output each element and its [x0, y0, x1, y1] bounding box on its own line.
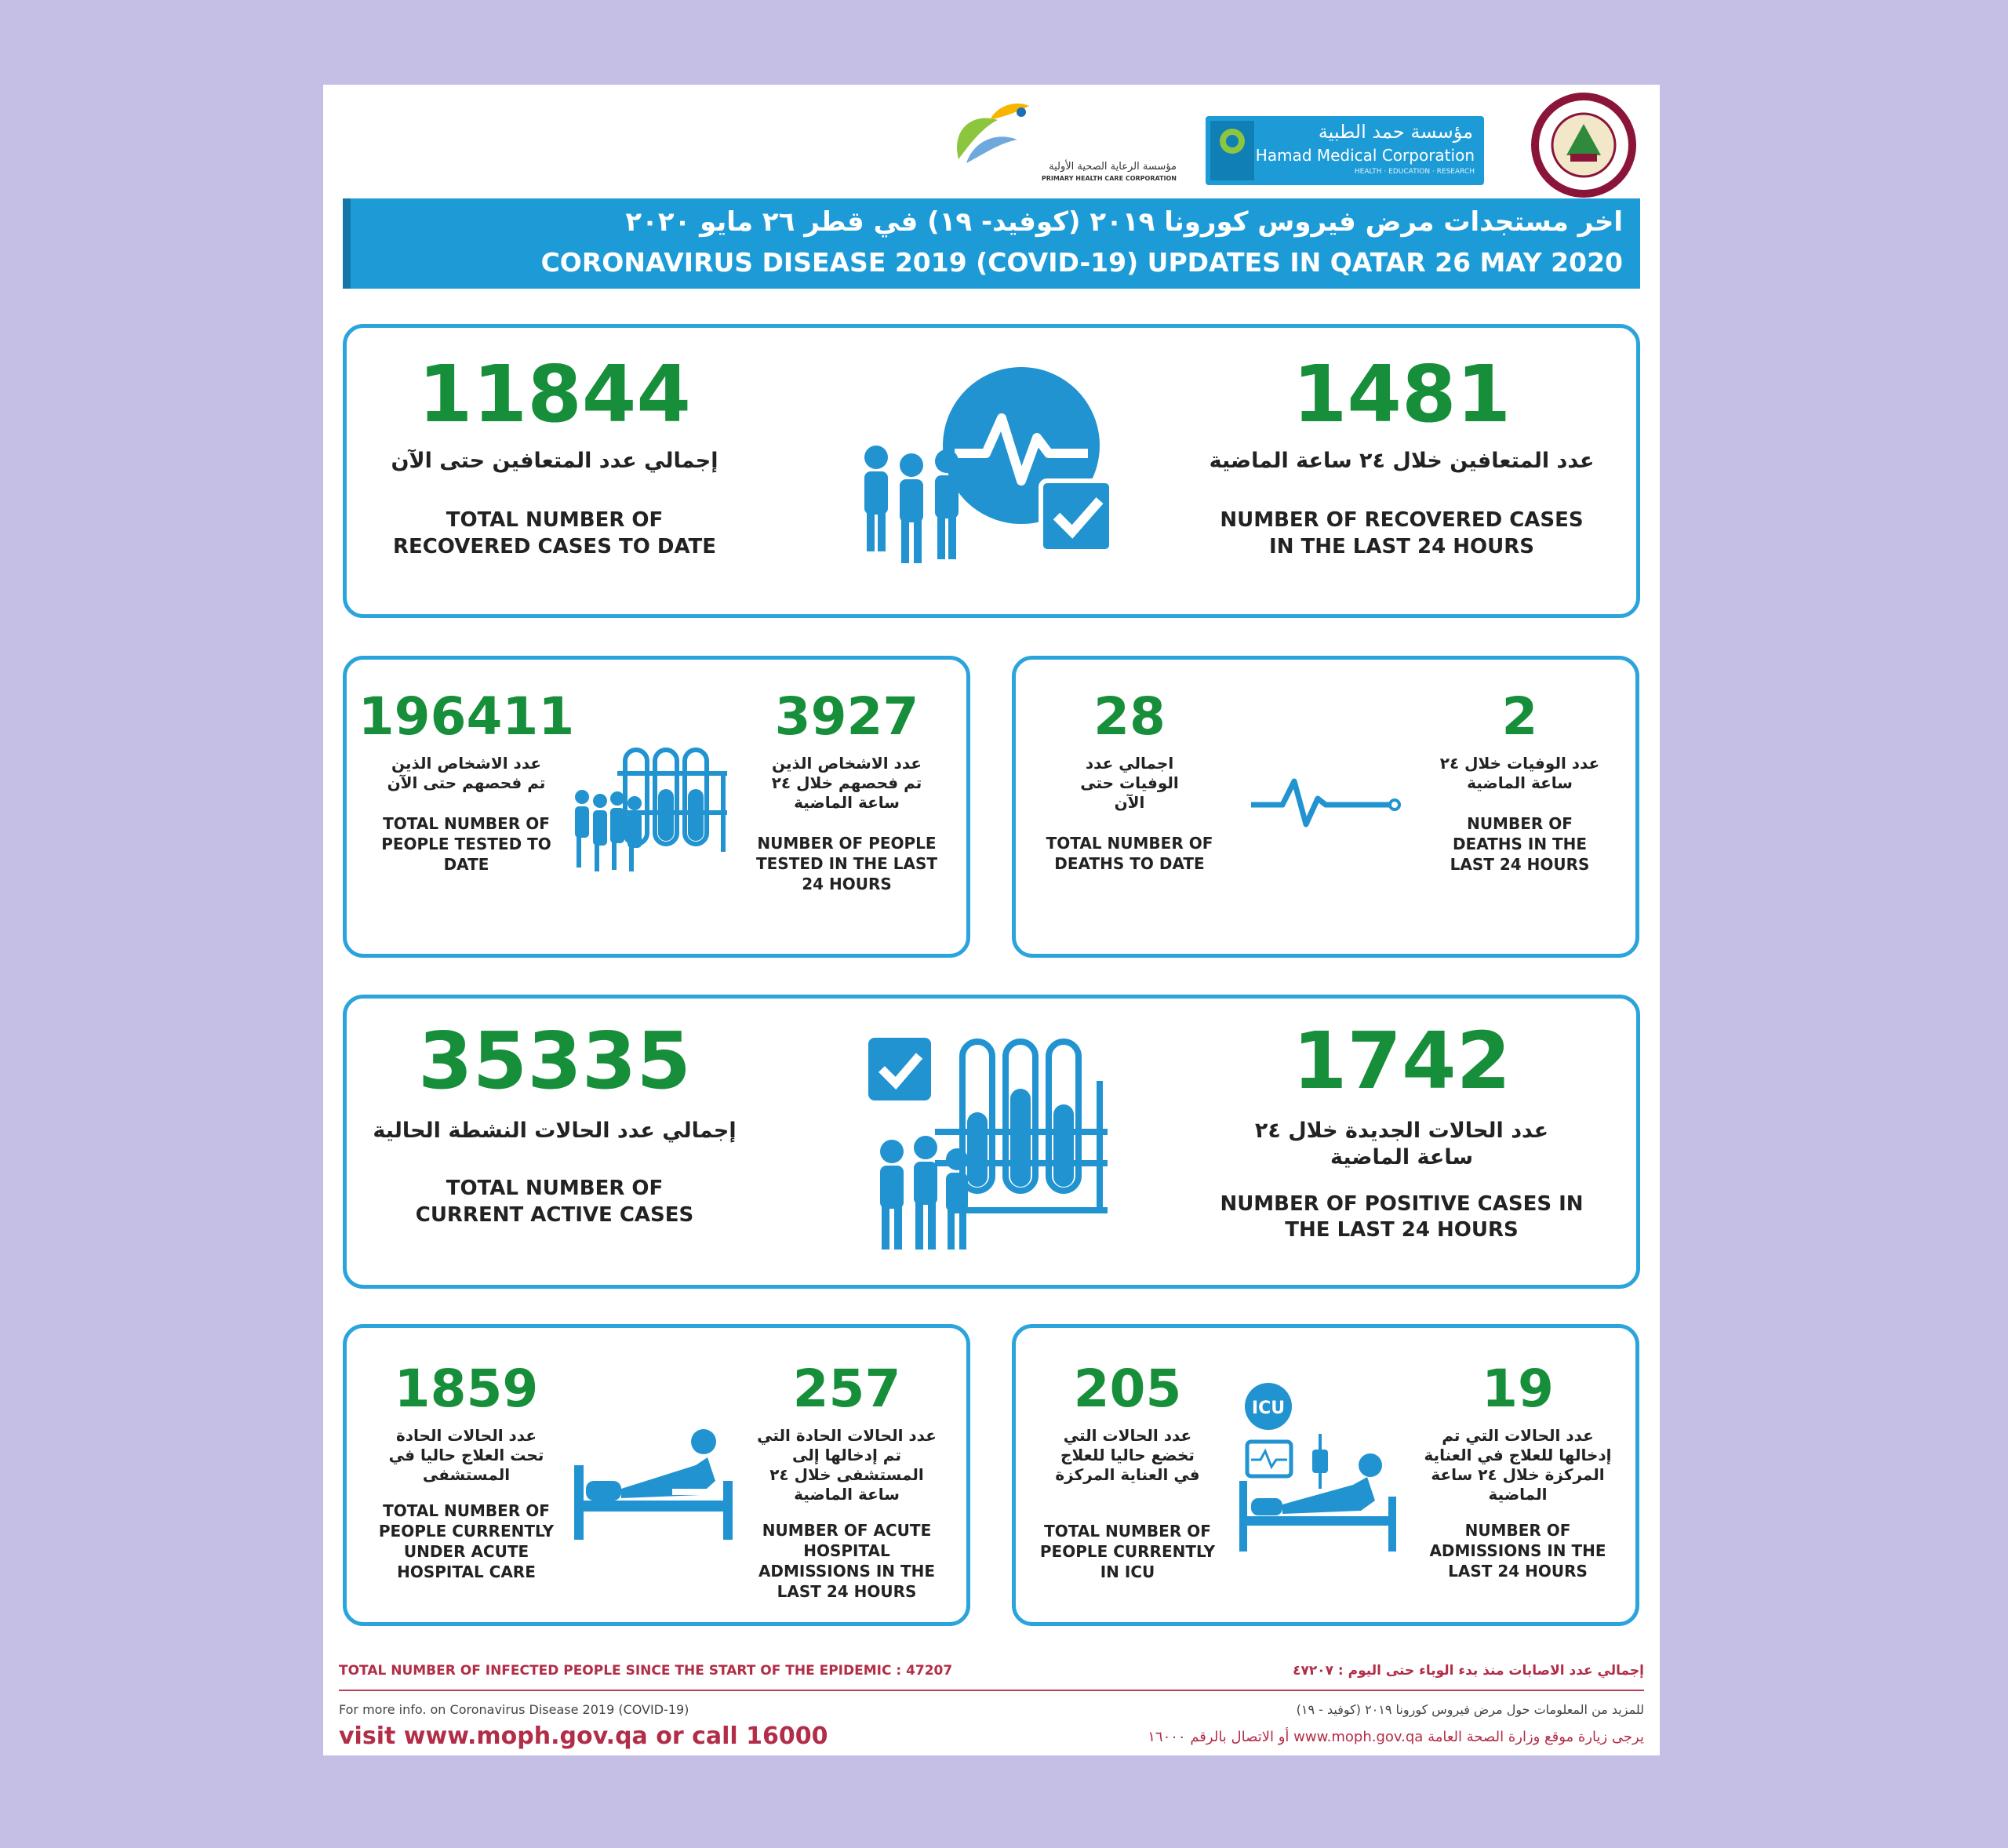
stat-label-ar: إجمالي عدد الحالات النشطة الحالية	[373, 1119, 737, 1143]
hmc-logo	[1206, 116, 1484, 185]
title-en: CORONAVIRUS DISEASE 2019 (COVID-19) UPDATES IN QATAR 26 MAY 2020	[540, 247, 1623, 278]
visit-link-ar[interactable]: يرجى زيارة موقع وزارة الصحة العامة www.moph.gov.qa أو الاتصال بالرقم ١٦٠٠٠	[1148, 1729, 1644, 1745]
stat-value: 196411	[358, 686, 575, 747]
visit-link-en[interactable]: visit www.moph.gov.qa or call 16000	[339, 1722, 828, 1750]
stat-icu-last24	[1408, 1359, 1628, 1581]
more-info-en: For more info. on Coronavirus Disease 2019 (COVID-19)	[339, 1702, 689, 1717]
panel-deaths	[1012, 656, 1639, 958]
stat-value: 1742	[1292, 1015, 1511, 1107]
title-banner	[343, 198, 1640, 289]
people-group-icon	[575, 790, 642, 871]
stat-label-ar: عدد الوفيات خلال ٢٤ ساعة الماضية	[1439, 754, 1600, 792]
stat-deaths-last24	[1416, 686, 1624, 875]
title-ar: اخر مستجدات مرض فيروس كورونا ٢٠١٩ (كوفيد- ١٩) في قطر ٢٦ مايو ٢٠٢٠	[625, 206, 1623, 238]
more-info-ar: للمزيد من المعلومات حول مرض فيروس كورونا ٢٠١٩ (كوفيد - ١٩)	[1296, 1702, 1644, 1717]
stat-label-ar: عدد الحالات الجديدة خلال ٢٤ ساعة الماضية	[1254, 1119, 1549, 1170]
stat-tested-last24	[743, 686, 951, 894]
moph-emblem	[1531, 93, 1637, 198]
phcc-leaf-icon	[943, 96, 1037, 171]
stat-recovered-total	[362, 348, 747, 560]
stat-value: 3927	[774, 686, 919, 747]
people-group-icon	[880, 1136, 968, 1250]
panel-icu	[1012, 1324, 1639, 1626]
stat-value: 1859	[394, 1359, 539, 1419]
panel-tested	[343, 656, 970, 958]
testing-illustration	[570, 742, 743, 875]
stat-label-en: NUMBER OF DEATHS IN THE LAST 24 HOURS	[1450, 814, 1590, 874]
stat-value: 1481	[1292, 348, 1511, 440]
stat-label-en: TOTAL NUMBER OF PEOPLE TESTED TO DATE	[381, 814, 551, 874]
stat-label-ar: إجمالي عدد المتعافين حتى الآن	[391, 449, 718, 473]
stat-label-ar: عدد الاشخاص الذين تم فحصهم خلال ٢٤ ساعة الماضية	[771, 754, 922, 812]
stat-label-en: NUMBER OF PEOPLE TESTED IN THE LAST 24 HOURS	[756, 834, 937, 893]
stat-tested-total	[355, 686, 578, 875]
stat-label-en: NUMBER OF ACUTE HOSPITAL ADMISSIONS IN THE LAST 24 HOURS	[758, 1521, 936, 1601]
stat-value: 19	[1482, 1359, 1554, 1419]
stat-label-ar: اجمالي عدد الوفيات حتى الآن	[1080, 754, 1179, 812]
stat-icu-total	[1024, 1359, 1231, 1582]
stat-label-ar: عدد المتعافين خلال ٢٤ ساعة الماضية	[1209, 449, 1595, 473]
stat-label-en: TOTAL NUMBER OF PEOPLE CURRENTLY UNDER ACUTE HOSPITAL CARE	[378, 1501, 555, 1581]
stat-label-ar: عدد الاشخاص الذين تم فحصهم حتى الآن	[387, 754, 546, 792]
hmc-mark-icon	[1210, 121, 1254, 180]
stat-recovered-last24	[1194, 348, 1610, 560]
flatline-illustration	[1247, 766, 1404, 836]
iv-drip-icon	[1312, 1450, 1328, 1473]
stat-label-ar: عدد الحالات التي تم إدخالها للعلاج في العناية المركزة خلال ٢٤ ساعة الماضية	[1424, 1426, 1612, 1504]
panel-acute	[343, 1324, 970, 1626]
icu-illustration	[1235, 1379, 1400, 1555]
footer-divider	[339, 1690, 1644, 1691]
stat-value: 11844	[418, 348, 691, 440]
hospital-bed-icon	[570, 1426, 735, 1544]
stat-label-ar: عدد الحالات الحادة تحت العلاج حاليا في المستشفى	[388, 1426, 544, 1484]
stat-label-en: TOTAL NUMBER OF RECOVERED CASES TO DATE	[392, 507, 717, 558]
stat-label-en: TOTAL NUMBER OF PEOPLE CURRENTLY IN ICU	[1039, 1522, 1216, 1581]
phcc-logo	[943, 96, 1178, 187]
heartbeat-line-icon	[1247, 766, 1404, 836]
hospital-bed-illustration	[570, 1426, 735, 1544]
stat-value: 2	[1501, 686, 1538, 747]
hmc-tagline: HEALTH · EDUCATION · RESEARCH	[1354, 168, 1475, 176]
stat-value: 257	[792, 1359, 901, 1419]
stat-value: 205	[1073, 1359, 1182, 1419]
stat-label-ar: عدد الحالات الحادة التي تم إدخالها إلى المستشفى خلال ٢٤ ساعة الماضية	[757, 1426, 937, 1504]
stat-acute-last24	[735, 1359, 959, 1602]
checkbox-icon	[868, 1038, 931, 1100]
stat-label-en: NUMBER OF ADMISSIONS IN THE LAST 24 HOURS	[1429, 1521, 1606, 1581]
people-group-icon	[864, 446, 959, 563]
stat-label-ar: عدد الحالات التي تخضع حاليا للعلاج في العناية المركزة	[1055, 1426, 1200, 1484]
hmc-name-en: Hamad Medical Corporation	[1255, 146, 1475, 165]
infographic-sheet	[323, 85, 1660, 1755]
hmc-name-ar: مؤسسة حمد الطبية	[1318, 121, 1473, 143]
stat-deaths-total	[1031, 686, 1228, 874]
active-cases-illustration	[864, 1034, 1123, 1257]
panel-recovered	[343, 324, 1640, 618]
moph-emblem-icon	[1531, 93, 1637, 198]
stat-value: 28	[1093, 686, 1166, 747]
stat-label-en: TOTAL NUMBER OF CURRENT ACTIVE CASES	[415, 1176, 694, 1227]
phcc-name-en: PRIMARY HEALTH CARE CORPORATION	[1041, 175, 1177, 182]
stat-active-last24	[1194, 1015, 1610, 1244]
panel-active	[343, 995, 1640, 1289]
phcc-name-ar: مؤسسة الرعاية الصحية الأولية	[1049, 161, 1177, 173]
infected-total-ar: إجمالي عدد الاصابات منذ بدء الوباء حتى اليوم : ٤٧٢٠٧	[1293, 1663, 1644, 1679]
recovered-illustration	[853, 363, 1119, 587]
stat-value: 35335	[418, 1015, 691, 1107]
stat-label-en: TOTAL NUMBER OF DEATHS TO DATE	[1046, 834, 1213, 873]
stat-label-en: NUMBER OF POSITIVE CASES IN THE LAST 24 HOURS	[1220, 1191, 1584, 1242]
stat-active-total	[362, 1015, 747, 1228]
stat-acute-total	[355, 1359, 578, 1582]
stat-label-en: NUMBER OF RECOVERED CASES IN THE LAST 24 HOURS	[1220, 507, 1584, 558]
infected-total-en: TOTAL NUMBER OF INFECTED PEOPLE SINCE THE START OF THE EPIDEMIC : 47207	[339, 1663, 953, 1679]
icu-badge-label: ICU	[1251, 1399, 1286, 1418]
